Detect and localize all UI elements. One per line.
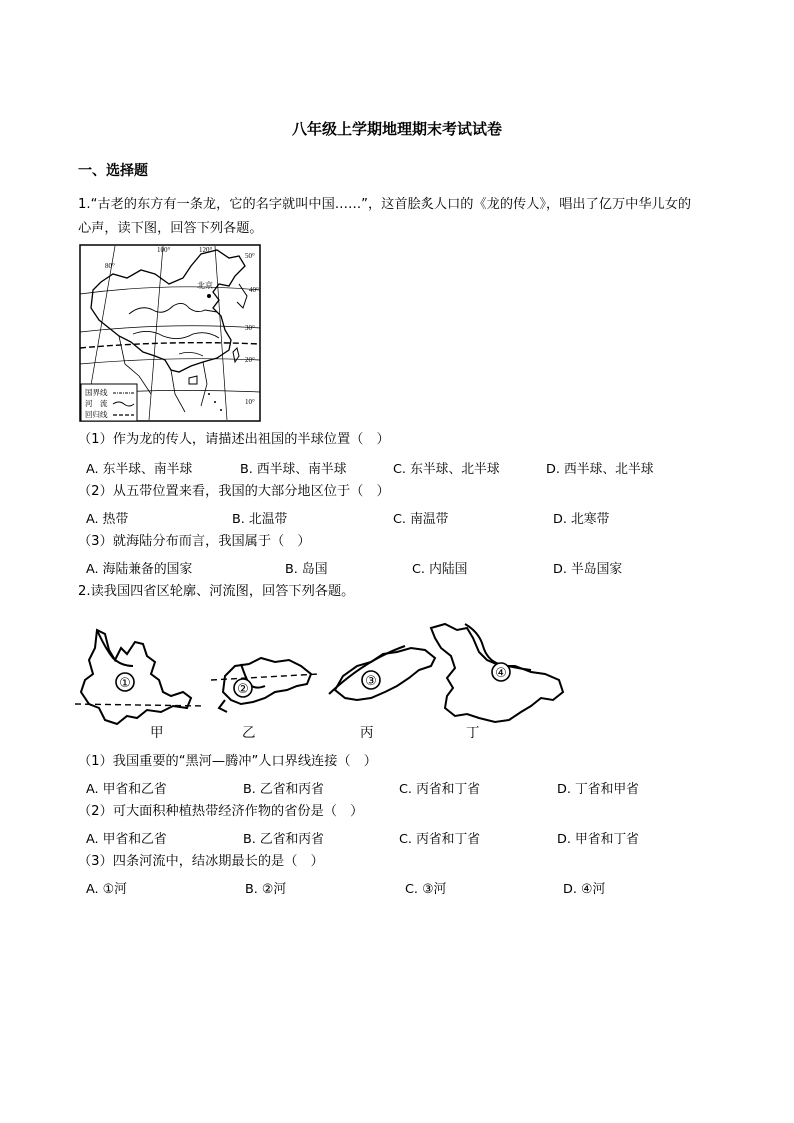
q1-sub2-option-c[interactable]: C. 南温带 bbox=[393, 512, 449, 527]
province-label-bing: 丙 bbox=[360, 725, 374, 741]
q2-sub1-stem: （1）我国重要的“黑河—腾冲”人口界线连接（ ） bbox=[78, 754, 377, 769]
q2-sub3-stem: （3）四条河流中，结冰期最长的是（ ） bbox=[78, 854, 324, 869]
q2-sub3-option-a[interactable]: A. ①河 bbox=[86, 882, 127, 897]
q1-stem-line2: 心声，读下图，回答下列各题。 bbox=[78, 221, 263, 236]
q2-sub2-option-b[interactable]: B. 乙省和丙省 bbox=[243, 832, 324, 847]
q2-sub1-option-c[interactable]: C. 丙省和丁省 bbox=[399, 782, 481, 797]
q2-sub2-option-c[interactable]: C. 丙省和丁省 bbox=[399, 832, 481, 847]
lon-100: 100° bbox=[157, 246, 171, 254]
beijing-label: 北京 bbox=[197, 281, 213, 290]
province-yi-river-mark: ② bbox=[237, 682, 249, 697]
lat-30: 30° bbox=[245, 324, 255, 332]
province-label-jia: 甲 bbox=[150, 725, 164, 741]
q1-sub3-stem: （3）就海陆分布而言，我国属于（ ） bbox=[78, 534, 311, 549]
q2-stem: 2.读我国四省区轮廓、河流图，回答下列各题。 bbox=[78, 584, 355, 599]
q1-sub1-option-c[interactable]: C. 东半球、北半球 bbox=[393, 462, 500, 477]
legend-river: 河 流 bbox=[85, 399, 108, 408]
lat-20: 20° bbox=[245, 356, 255, 364]
lat-10: 10° bbox=[245, 398, 255, 406]
province-jia-outline bbox=[75, 630, 205, 724]
q1-sub1-option-d[interactable]: D. 西半球、北半球 bbox=[546, 462, 654, 477]
lat-50: 50° bbox=[245, 252, 255, 260]
q1-sub3-option-c[interactable]: C. 内陆国 bbox=[412, 562, 468, 577]
q1-sub1-option-a[interactable]: A. 东半球、南半球 bbox=[86, 462, 193, 477]
province-ding-outline bbox=[431, 624, 563, 722]
q1-sub3-option-d[interactable]: D. 半岛国家 bbox=[553, 562, 623, 577]
lon-120: 120° bbox=[199, 246, 213, 254]
q1-sub2-stem: （2）从五带位置来看，我国的大部分地区位于（ ） bbox=[78, 484, 390, 499]
q2-sub3-option-d[interactable]: D. ④河 bbox=[563, 882, 606, 897]
q2-sub2-option-d[interactable]: D. 甲省和丁省 bbox=[557, 832, 639, 847]
province-ding-river-mark: ④ bbox=[495, 666, 507, 681]
q2-sub2-option-a[interactable]: A. 甲省和乙省 bbox=[86, 832, 167, 847]
legend-tropic: 回归线 bbox=[85, 410, 108, 419]
q1-sub2-option-a[interactable]: A. 热带 bbox=[86, 512, 129, 527]
beijing-marker bbox=[207, 294, 211, 298]
legend-border: 国界线 bbox=[85, 388, 108, 397]
province-jia-river-mark: ① bbox=[119, 676, 131, 691]
q1-sub3-option-b[interactable]: B. 岛国 bbox=[285, 562, 328, 577]
province-yi-outline bbox=[211, 658, 319, 712]
q1-sub2-option-d[interactable]: D. 北寒带 bbox=[553, 512, 610, 527]
q2-sub1-option-a[interactable]: A. 甲省和乙省 bbox=[86, 782, 167, 797]
province-label-yi: 乙 bbox=[242, 725, 256, 741]
q1-sub1-option-b[interactable]: B. 西半球、南半球 bbox=[240, 462, 347, 477]
q1-sub2-option-b[interactable]: B. 北温带 bbox=[232, 512, 288, 527]
q2-sub1-option-d[interactable]: D. 丁省和甲省 bbox=[557, 782, 639, 797]
q2-sub3-option-b[interactable]: B. ②河 bbox=[245, 882, 287, 897]
q1-stem-line1: 1.“古老的东方有一条龙，它的名字就叫中国……”，这首脍炙人口的《龙的传人》，唱出了亿万中华儿女的 bbox=[78, 197, 692, 212]
lon-80: 80° bbox=[105, 262, 115, 270]
province-label-ding: 丁 bbox=[466, 725, 480, 741]
china-location-map bbox=[79, 244, 261, 422]
q1-sub1-stem: （1）作为龙的传人，请描述出祖国的半球位置（ ） bbox=[78, 432, 390, 447]
q1-sub3-option-a[interactable]: A. 海陆兼备的国家 bbox=[86, 562, 193, 577]
lat-40: 40° bbox=[249, 286, 259, 294]
section-heading: 一、选择题 bbox=[78, 163, 148, 179]
q2-sub2-stem: （2）可大面积种植热带经济作物的省份是（ ） bbox=[78, 804, 364, 819]
q2-sub3-option-c[interactable]: C. ③河 bbox=[405, 882, 447, 897]
province-bing-river-mark: ③ bbox=[365, 674, 377, 689]
page-title: 八年级上学期地理期末考试试卷 bbox=[291, 120, 502, 138]
province-bing-outline bbox=[329, 646, 435, 700]
q2-sub1-option-b[interactable]: B. 乙省和丙省 bbox=[243, 782, 324, 797]
